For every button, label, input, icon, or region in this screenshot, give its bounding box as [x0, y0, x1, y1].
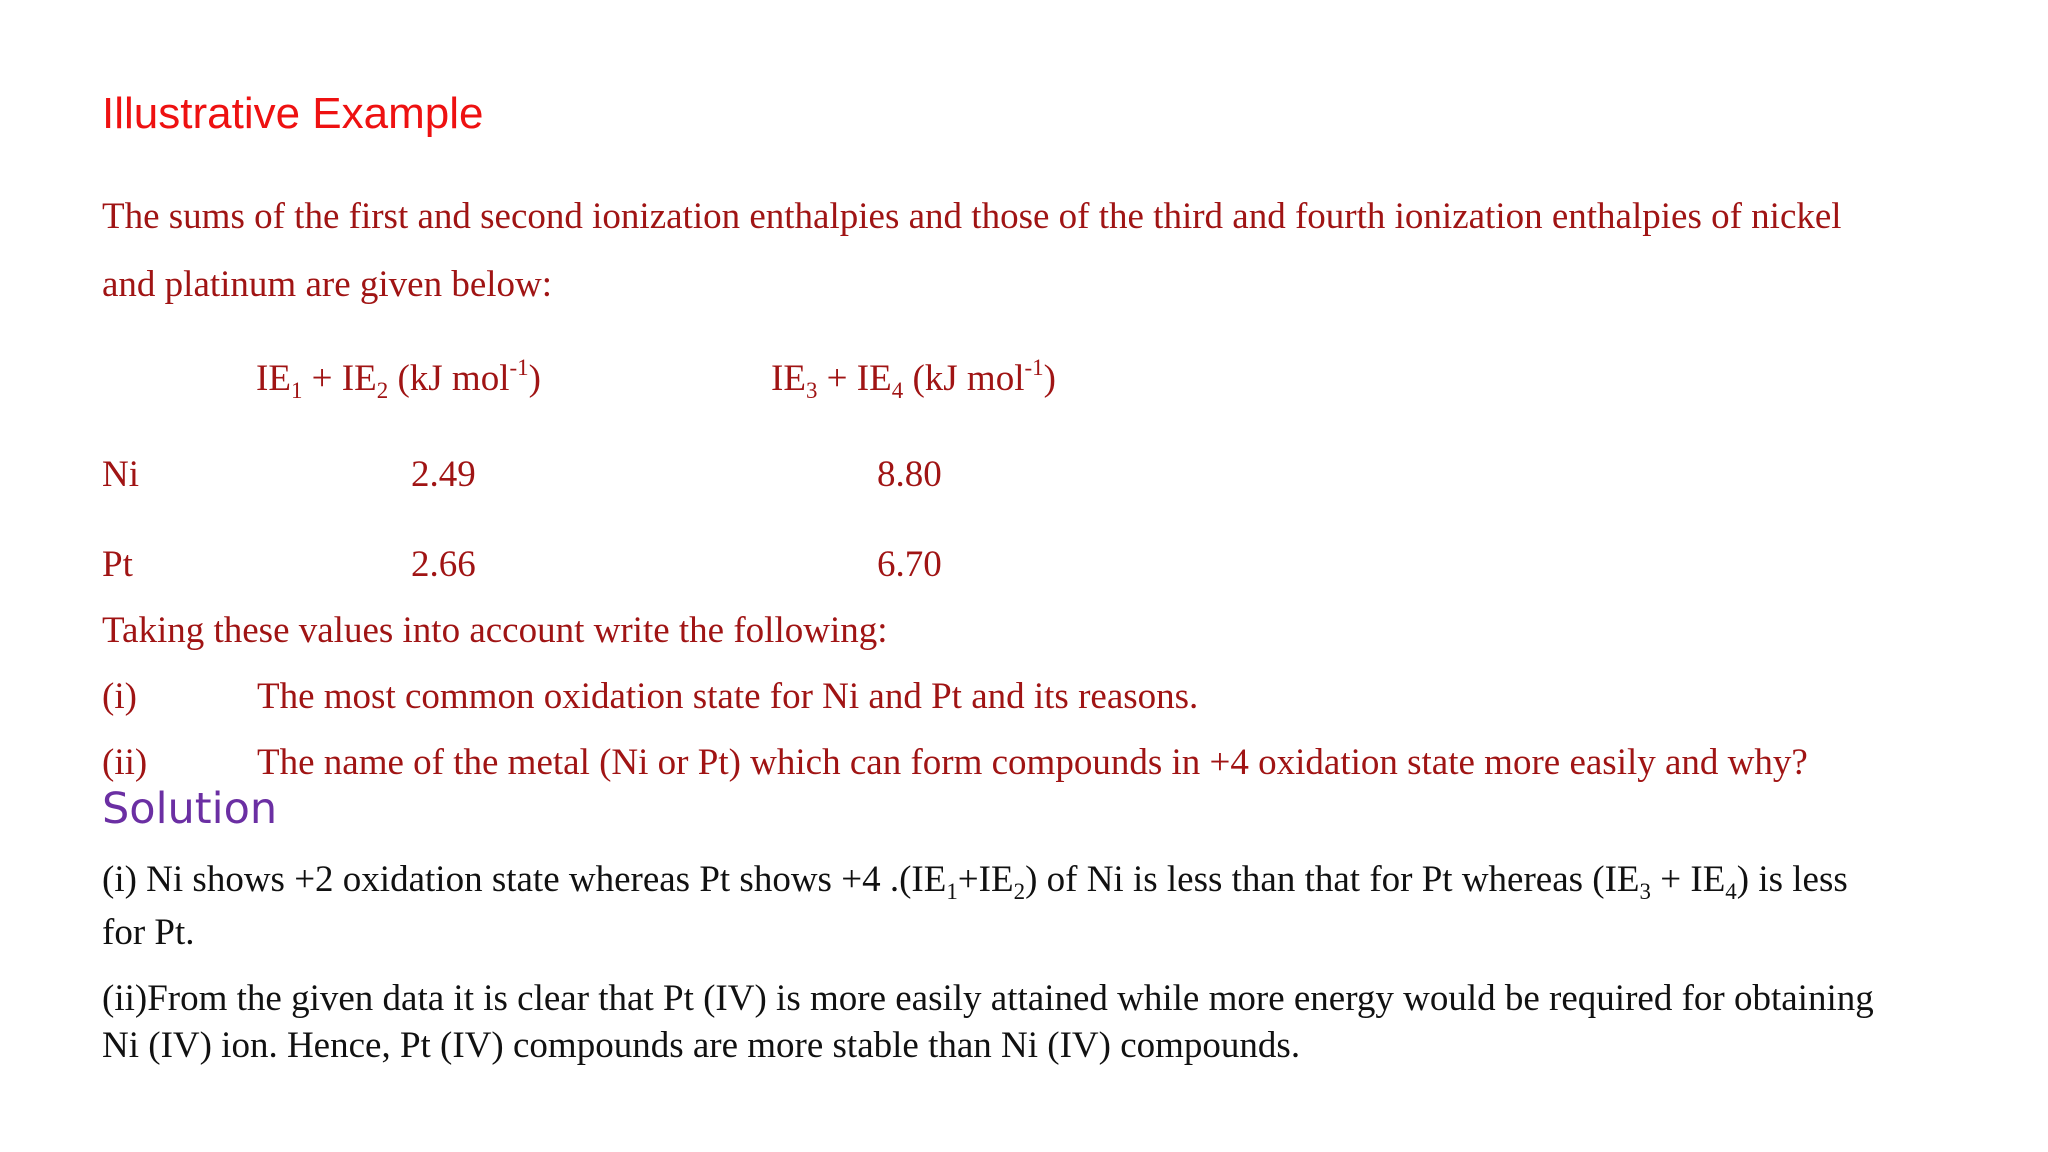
answer1-sub2: 2 [1013, 879, 1026, 905]
table-row-pt-value2: 6.70 [877, 544, 942, 585]
answer1-part2: +IE [957, 859, 1014, 900]
question-intro-line1: The sums of the first and second ionization enthalpies and those of the third and fourth ionization enthalpies of nickel [102, 196, 1842, 237]
question-prompt: Taking these values into account write the following: [102, 610, 888, 651]
header2-exp: -1 [1024, 355, 1044, 381]
header1-sub-a: 1 [290, 378, 303, 404]
question-item-num-2: (ii) [102, 742, 148, 783]
answer1-part1: (i) Ni shows +2 oxidation state whereas Pt shows +4 .(IE [102, 859, 947, 900]
header1-exp: -1 [509, 355, 529, 381]
header2-ie-b: IE [856, 358, 892, 399]
table-header-ie1-ie2 [256, 355, 541, 404]
header2-plus: + [817, 358, 857, 399]
question-item-text-1: The most common oxidation state for Ni and Pt and its reasons. [257, 676, 1199, 717]
question-item-num-1: (i) [102, 676, 137, 717]
answer1-sub3: 3 [1639, 879, 1651, 905]
question-item-text-2: The name of the metal (Ni or Pt) which can form compounds in +4 oxidation state more easily and why? [257, 742, 1808, 783]
table-row-pt-metal: Pt [102, 544, 133, 585]
header2-ie-a: IE [771, 358, 806, 399]
answer1-part5: ) is less [1736, 859, 1848, 900]
table-row-ni-value2: 8.80 [877, 454, 942, 495]
solution-heading: Solution [102, 784, 278, 834]
solution-answer-1-line2: for Pt. [102, 912, 195, 953]
solution-answer-1-line1 [102, 857, 1848, 903]
header2-sub-b: 4 [891, 378, 904, 404]
header1-ie-b: IE [341, 358, 377, 399]
answer1-sub4: 4 [1725, 879, 1737, 905]
slide-title: Illustrative Example [102, 89, 484, 138]
header1-ie-a: IE [256, 358, 291, 399]
header2-unit-close: ) [1043, 358, 1056, 399]
header1-plus: + [302, 358, 342, 399]
header1-unit-close: ) [528, 358, 541, 399]
solution-answer-2-line2: Ni (IV) ion. Hence, Pt (IV) compounds are more stable than Ni (IV) compounds. [102, 1025, 1301, 1066]
header1-unit-open: (kJ mol [388, 358, 510, 399]
answer1-part4: + IE [1651, 859, 1726, 900]
answer1-part3: ) of Ni is less than that for Pt whereas (IE [1025, 859, 1640, 900]
solution-answer-2-line1: (ii)From the given data it is clear that Pt (IV) is more easily attained while more energy would be required for obtaining [102, 978, 1874, 1019]
header2-unit-open: (kJ mol [903, 358, 1025, 399]
question-intro-line2: and platinum are given below: [102, 264, 553, 305]
answer1-sub1: 1 [946, 879, 958, 905]
table-row-pt-value1: 2.66 [411, 544, 476, 585]
header1-sub-b: 2 [376, 378, 389, 404]
table-row-ni-metal: Ni [102, 454, 139, 495]
header2-sub-a: 3 [805, 378, 818, 404]
table-header-ie3-ie4 [771, 355, 1056, 404]
table-row-ni-value1: 2.49 [411, 454, 476, 495]
